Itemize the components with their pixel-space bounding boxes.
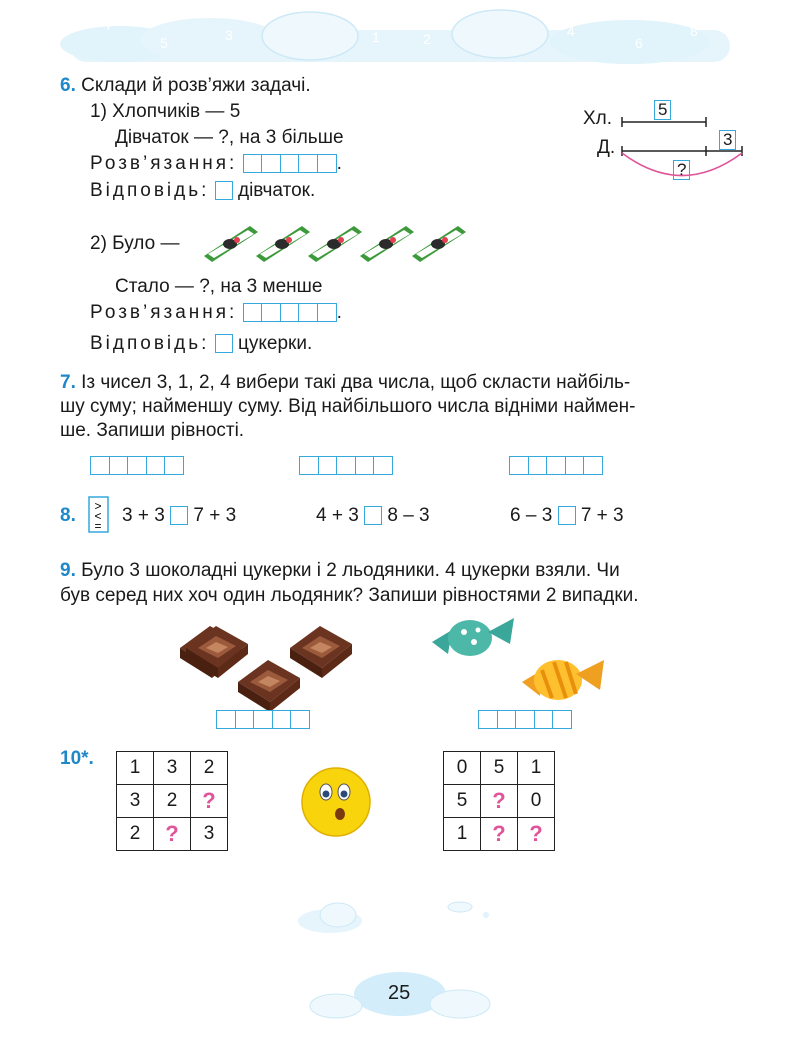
task7-number: 7. — [60, 372, 76, 393]
task7-answer-3[interactable] — [509, 456, 603, 475]
compare-left: 6 – 3 — [510, 505, 553, 526]
compare-left: 4 + 3 — [316, 505, 359, 526]
svg-text:7: 7 — [105, 17, 113, 33]
grid-cell: 1 — [117, 752, 154, 785]
compare-left: 3 + 3 — [122, 505, 165, 526]
diagram-value-boys: 5 — [654, 100, 671, 120]
grid-cell: 1 — [444, 818, 481, 851]
svg-text:4: 4 — [567, 23, 575, 39]
task6-heading — [60, 75, 311, 97]
diagram-unknown: ? — [673, 160, 690, 180]
task6-p1-solution: Розв’язання: . — [90, 153, 342, 174]
task6-p1-line1: 1) Хлопчиків — 5 — [90, 101, 241, 122]
task6-p1-line2: Дівчаток — ?, на 3 більше — [115, 127, 344, 148]
task7-line2: шу суму; найменшу суму. Від найбільшого числа відніми наймен- — [60, 396, 636, 417]
chocolate-candies-image — [180, 618, 360, 718]
grid-cell-unknown[interactable]: ? — [518, 818, 555, 851]
compare-box[interactable] — [364, 506, 382, 525]
svg-text:>: > — [94, 499, 102, 513]
task9-number: 9. — [60, 560, 76, 581]
small-clouds-decoration — [290, 893, 500, 938]
answer-box[interactable] — [215, 334, 233, 353]
compare-item-1 — [122, 505, 236, 527]
grid-cell: 0 — [444, 752, 481, 785]
compare-right: 7 + 3 — [580, 505, 624, 526]
task7-answer-1[interactable] — [90, 456, 184, 475]
task7-line3: ше. Запиши рівності. — [60, 420, 245, 441]
grid-cell: 2 — [154, 785, 191, 818]
candy-bars-image — [200, 218, 470, 264]
svg-text:0: 0 — [398, 13, 406, 29]
task6-title: Склади й розв’яжи задачі. — [81, 75, 311, 96]
svg-text:2: 2 — [423, 31, 431, 47]
task6-p2-solution: Розв’язання: . — [90, 302, 342, 323]
grid-cell: 5 — [481, 752, 518, 785]
grid-cell: 3 — [117, 785, 154, 818]
task6-p1-answer — [90, 180, 315, 202]
grid-cell: 3 — [191, 818, 228, 851]
task9-answer-1[interactable] — [216, 710, 310, 729]
task6-p2-line2: Стало — ?, на 3 менше — [115, 276, 323, 297]
task6-p2-answer — [90, 333, 312, 355]
diagram-label-boys: Хл. — [583, 108, 613, 129]
solution-label: Розв’язання: — [90, 153, 238, 174]
svg-text:=: = — [94, 519, 102, 533]
svg-text:5: 5 — [160, 35, 168, 51]
answer-word: цукерки. — [237, 333, 313, 354]
grid-cell: 5 — [444, 785, 481, 818]
compare-right: 7 + 3 — [193, 505, 237, 526]
grid-cell: 1 — [518, 752, 555, 785]
grid-cell: 3 — [154, 752, 191, 785]
task9-text: Було 3 шоколадні цукерки і 2 льодяники. 4 цукерки взяли. Чи — [81, 560, 620, 581]
answer-boxes[interactable] — [243, 154, 337, 173]
answer-word: дівчаток. — [237, 180, 316, 201]
svg-text:6: 6 — [635, 35, 643, 51]
svg-text:3: 3 — [225, 27, 233, 43]
task9-line2: був серед них хоч один льодяник? Запиши рівностями 2 випадки. — [60, 585, 639, 606]
task10-number: 10*. — [60, 748, 94, 769]
task9-line1 — [60, 560, 620, 582]
diagram-value-extra: 3 — [719, 130, 736, 150]
page-number: 25 — [388, 982, 411, 1004]
surprised-emoji-icon — [300, 766, 372, 838]
task6-number: 6. — [60, 75, 76, 96]
svg-text:<: < — [94, 509, 102, 523]
grid-left — [116, 751, 228, 851]
grid-cell-unknown[interactable]: ? — [154, 818, 191, 851]
compare-box[interactable] — [558, 506, 576, 525]
task9-answer-2[interactable] — [478, 710, 572, 729]
grid-cell: 2 — [191, 752, 228, 785]
svg-text:1: 1 — [372, 29, 380, 45]
lollipop-candies-image — [430, 610, 620, 710]
solution-label: Розв’язання: — [90, 302, 238, 323]
task7-answer-2[interactable] — [299, 456, 393, 475]
diagram-label-girls: Д. — [597, 137, 616, 158]
compare-right: 8 – 3 — [387, 505, 430, 526]
grid-cell-unknown[interactable]: ? — [191, 785, 228, 818]
task8-number: 8. — [60, 505, 76, 526]
answer-box[interactable] — [215, 181, 233, 200]
grid-cell: 2 — [117, 818, 154, 851]
grid-right — [443, 751, 555, 851]
answer-label: Відповідь: — [90, 180, 210, 201]
task6-p2-line1: 2) Було — — [90, 233, 180, 254]
header-clouds-decoration — [0, 0, 800, 70]
svg-text:8: 8 — [690, 23, 698, 39]
answer-boxes[interactable] — [243, 303, 337, 322]
task7-line1 — [60, 372, 630, 394]
task7-text: Із чисел 3, 1, 2, 4 вибери такі два числа, щоб скласти найбіль- — [81, 372, 631, 393]
compare-box[interactable] — [170, 506, 188, 525]
comparison-signs-icon — [88, 496, 110, 534]
grid-cell-unknown[interactable]: ? — [481, 818, 518, 851]
compare-item-2 — [316, 505, 430, 527]
grid-cell: 0 — [518, 785, 555, 818]
answer-label: Відповідь: — [90, 333, 210, 354]
grid-cell-unknown[interactable]: ? — [481, 785, 518, 818]
compare-item-3 — [510, 505, 624, 527]
